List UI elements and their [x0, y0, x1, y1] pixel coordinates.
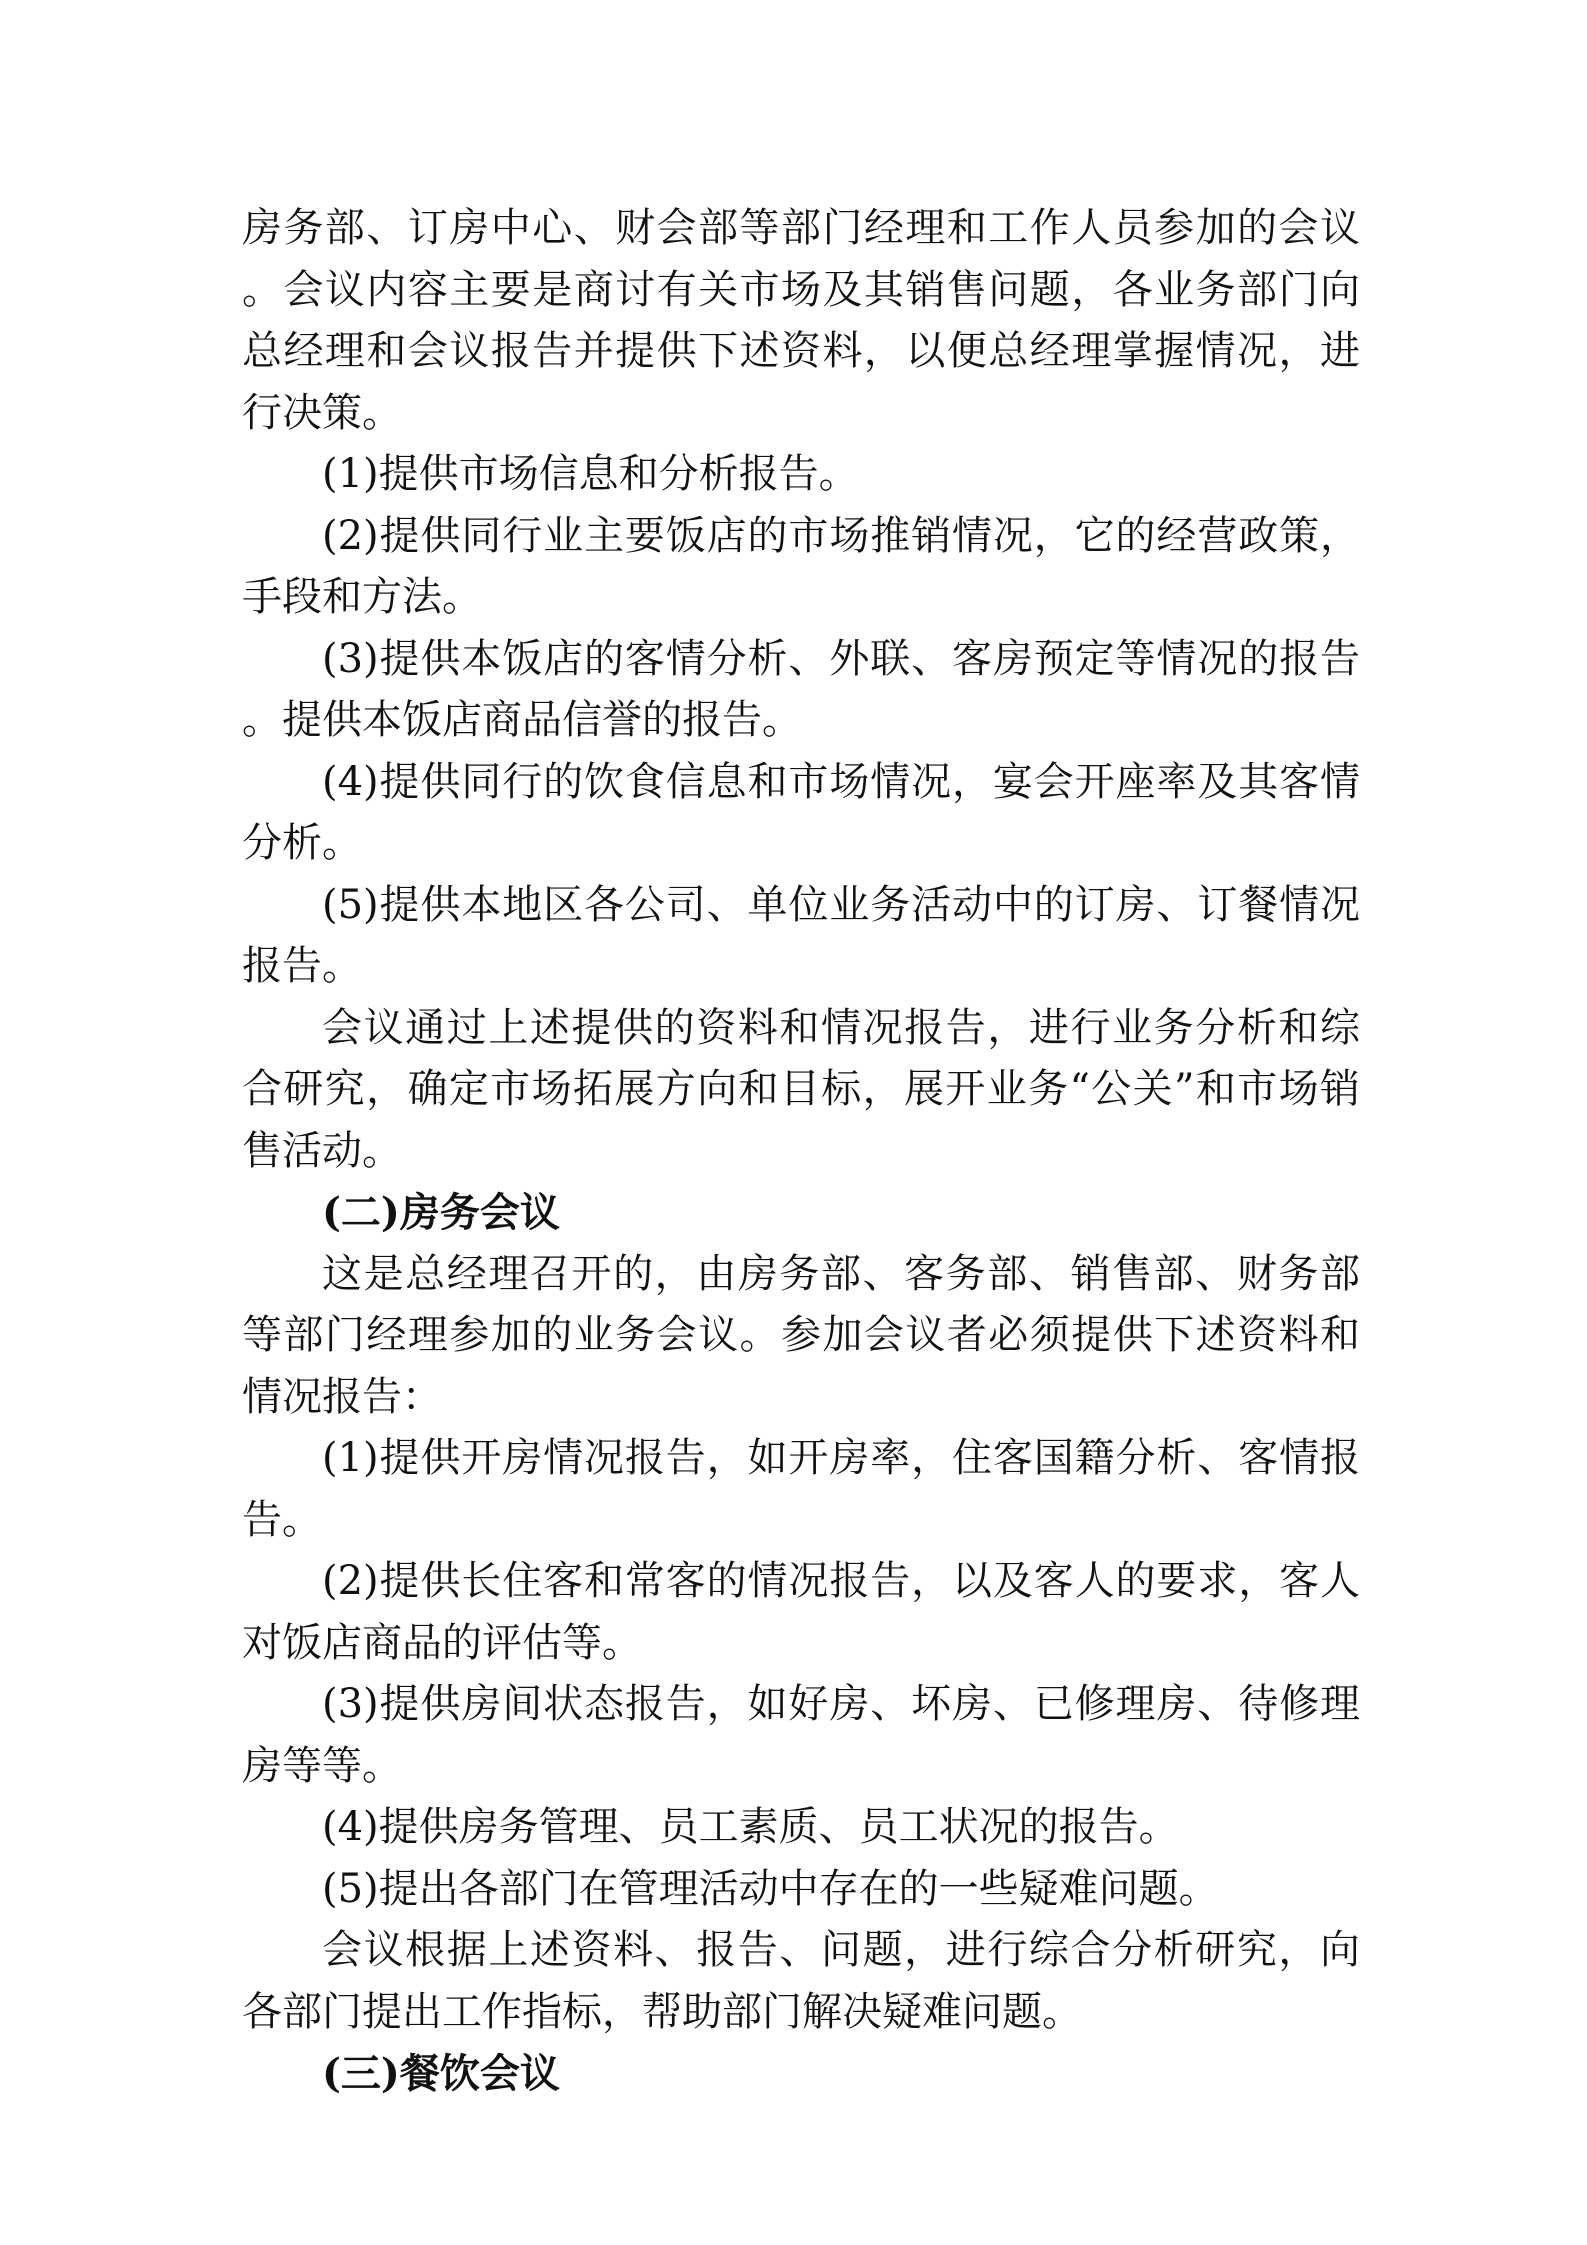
- list-item-staff-report: (4)提供房务管理、员工素质、员工状况的报告。: [322, 1804, 1179, 1850]
- document-page: [242, 198, 1360, 2105]
- list-item-local-bookings: (5)提供本地区各公司、单位业务活动中的订房、订餐情况报告。: [242, 881, 1360, 989]
- list-item-market-info: (1)提供市场信息和分析报告。: [322, 451, 859, 497]
- list-item-room-status: (3)提供房间状态报告，如好房、坏房、已修理房、待修理房等等。: [242, 1681, 1360, 1789]
- list-item-peer-marketing: (2)提供同行业主要饭店的市场推销情况，它的经营政策，手段和方法。: [242, 512, 1360, 620]
- list-item-problems: (5)提出各部门在管理活动中存在的一些疑难问题。: [322, 1865, 1219, 1912]
- list-item-guest-analysis: (3)提供本饭店的客情分析、外联、客房预定等情况的报告。提供本饭店商品信誉的报告。: [242, 635, 1360, 743]
- section-heading-room-meeting: (二)房务会议: [322, 1189, 560, 1236]
- paragraph-summary-sales: 会议通过上述提供的资料和情况报告，进行业务分析和综合研究，确定市场拓展方向和目标，展开业务“公关”和市场销售活动。: [242, 1004, 1360, 1174]
- paragraph-continuation: 房务部、订房中心、财会部等部门经理和工作人员参加的会议。会议内容主要是商讨有关市场及其销售问题，各业务部门向总经理和会议报告并提供下述资料，以便总经理掌握情况，进行决策。: [242, 205, 1360, 436]
- paragraph-summary-room: 会议根据上述资料、报告、问题，进行综合分析研究，向各部门提出工作指标，帮助部门解决疑难问题。: [242, 1927, 1360, 2035]
- list-item-regular-guests: (2)提供长住客和常客的情况报告，以及客人的要求，客人对饭店商品的评估等。: [242, 1558, 1360, 1666]
- paragraph-room-meeting-intro: 这是总经理召开的，由房务部、客务部、销售部、财务部等部门经理参加的业务会议。参加会议者必须提供下述资料和情况报告：: [242, 1250, 1360, 1420]
- section-heading-dining-meeting: (三)餐饮会议: [322, 2050, 560, 2097]
- list-item-dining-info: (4)提供同行的饮食信息和市场情况，宴会开座率及其客情分析。: [242, 758, 1360, 866]
- list-item-occupancy-report: (1)提供开房情况报告，如开房率，住客国籍分析、客情报告。: [242, 1435, 1360, 1543]
